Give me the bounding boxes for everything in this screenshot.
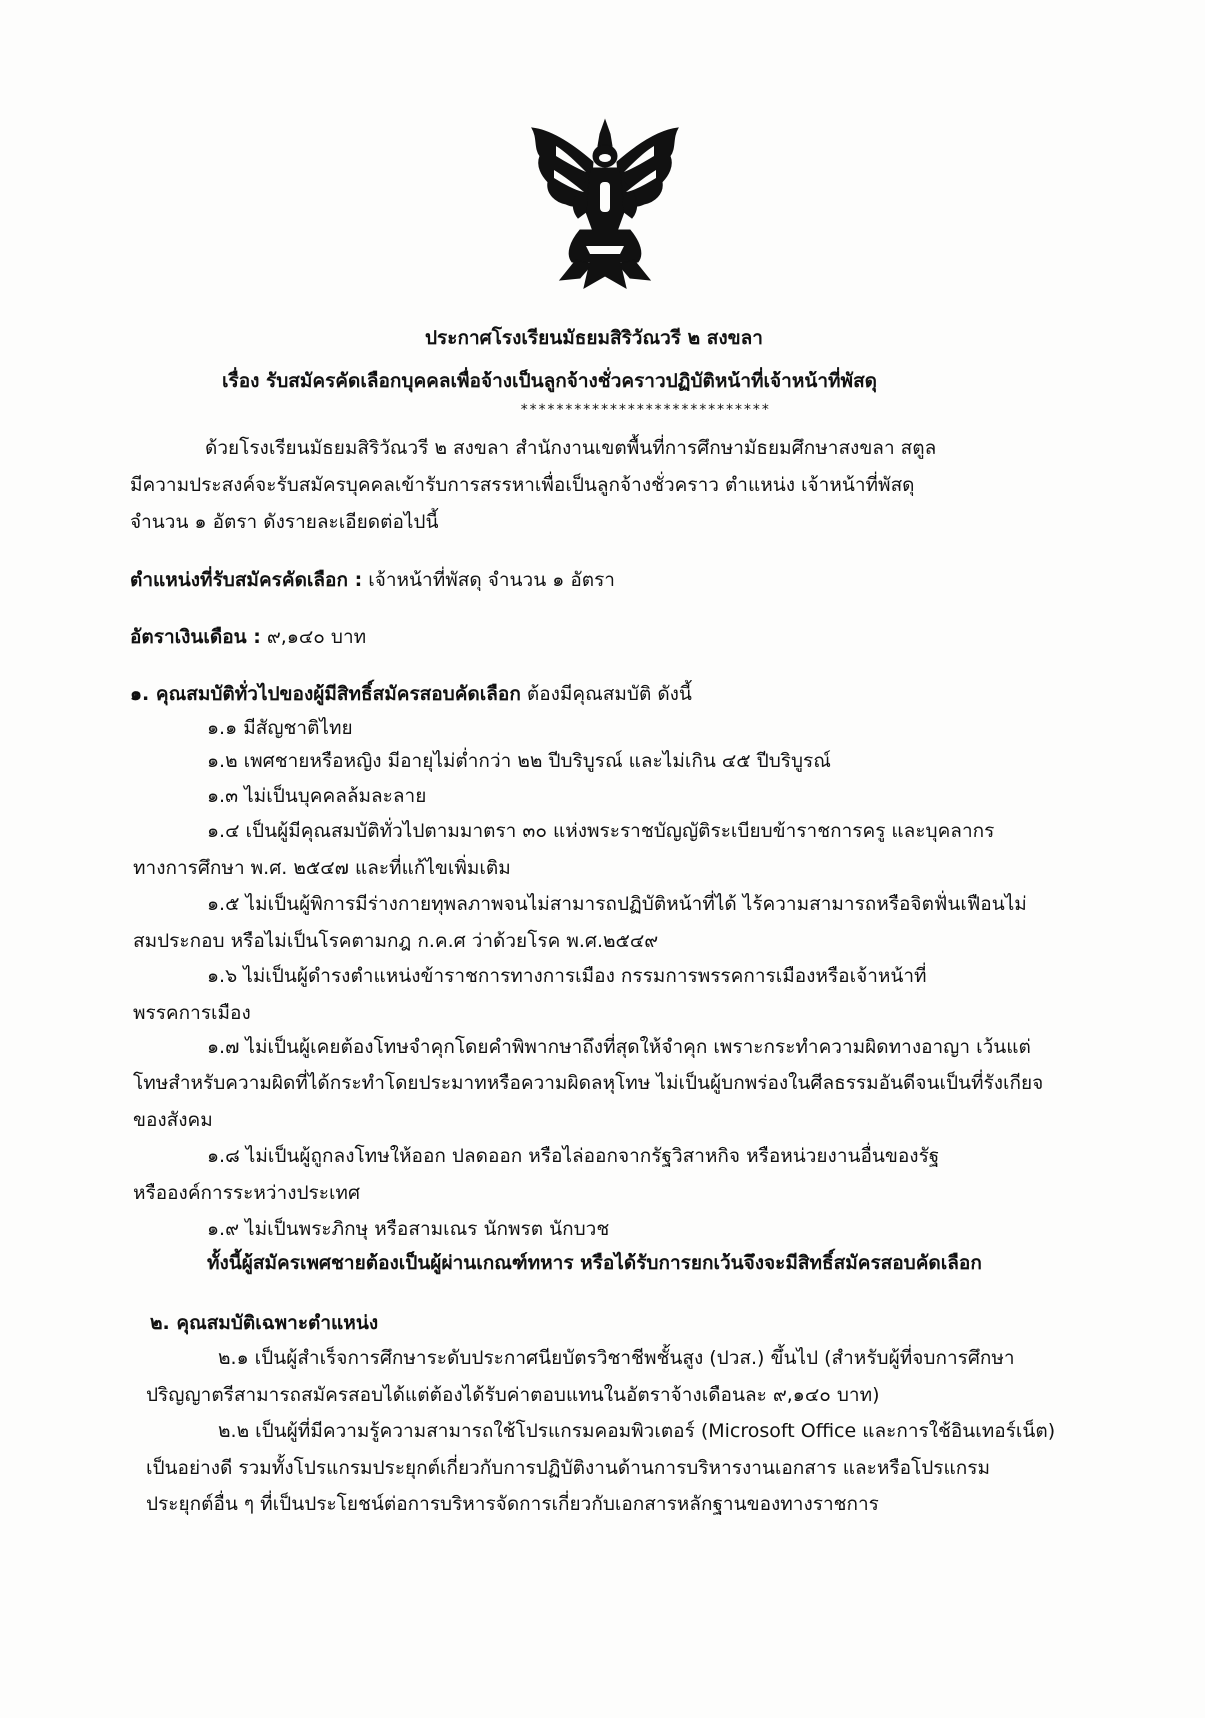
- section1-line: สมประกอบ หรือไม่เป็นโรคตามกฎ ก.ค.ศ ว่าด้วยโรค พ.ศ.๒๕๔๙: [133, 930, 659, 952]
- section1-line: ๑.๒ เพศชายหรือหญิง มีอายุไม่ต่ำกว่า ๒๒ ปีบริบูรณ์ และไม่เกิน ๔๕ ปีบริบูรณ์: [207, 750, 831, 772]
- intro-line: จำนวน ๑ อัตรา ดังรายละเอียดต่อไปนี้: [130, 511, 439, 533]
- section2-heading: ๒. คุณสมบัติเฉพาะตำแหน่ง: [150, 1312, 379, 1334]
- section1-note: ทั้งนี้ผู้สมัครเพศชายต้องเป็นผู้ผ่านเกณฑ์ทหาร หรือได้รับการยกเว้นจึงจะมีสิทธิ์สมัครสอบคัดเลือก: [207, 1252, 982, 1274]
- section1-line: ๑.๑ มีสัญชาติไทย: [207, 717, 353, 739]
- intro-line: ด้วยโรงเรียนมัธยมสิริวัณวรี ๒ สงขลา สำนักงานเขตพื้นที่การศึกษามัธยมศึกษาสงขลา สตูล: [205, 437, 937, 459]
- separator: ****************************: [520, 402, 771, 418]
- section2-line: ๒.๑ เป็นผู้สำเร็จการศึกษาระดับประกาศนียบัตรวิชาชีพชั้นสูง (ปวส.) ขึ้นไป (สำหรับผู้ที่จบการศึกษา: [218, 1347, 1015, 1369]
- salary-row: [130, 624, 366, 650]
- position-row: [130, 567, 615, 593]
- section1-line: ของสังคม: [133, 1109, 213, 1131]
- section1-line: ทางการศึกษา พ.ศ. ๒๕๔๗ และที่แก้ไขเพิ่มเติม: [133, 857, 511, 879]
- section2-line: ๒.๒ เป็นผู้ที่มีความรู้ความสามารถใช้โปรแกรมคอมพิวเตอร์ (Microsoft Office และการใช้อินเทอร์เน็ต): [218, 1420, 1056, 1442]
- announcement-subject: เรื่อง รับสมัครคัดเลือกบุคคลเพื่อจ้างเป็นลูกจ้างชั่วคราวปฏิบัติหน้าที่เจ้าหน้าที่พัสดุ: [222, 370, 878, 392]
- position-label: ตำแหน่งที่รับสมัครคัดเลือก :: [130, 569, 363, 591]
- section1-heading: ๑. คุณสมบัติทั่วไปของผู้มีสิทธิ์สมัครสอบคัดเลือก: [130, 683, 521, 705]
- section2-line: ประยุกต์อื่น ๆ ที่เป็นประโยชน์ต่อการบริหารจัดการเกี่ยวกับเอกสารหลักฐานของทางราชการ: [146, 1493, 879, 1515]
- section1-line: หรือองค์การระหว่างประเทศ: [133, 1182, 361, 1204]
- section1-line: ๑.๘ ไม่เป็นผู้ถูกลงโทษให้ออก ปลดออก หรือไล่ออกจากรัฐวิสาหกิจ หรือหน่วยงานอื่นของรัฐ: [207, 1145, 940, 1167]
- section2-line: ปริญญาตรีสามารถสมัครสอบได้แต่ต้องได้รับค่าตอบแทนในอัตราจ้างเดือนละ ๙,๑๔๐ บาท): [146, 1384, 880, 1406]
- section1-line: ๑.๔ เป็นผู้มีคุณสมบัติทั่วไปตามมาตรา ๓๐ แห่งพระราชบัญญัติระเบียบข้าราชการครู และบุคลากร: [207, 820, 995, 842]
- section1-line: ๑.๖ ไม่เป็นผู้ดำรงตำแหน่งข้าราชการทางการเมือง กรรมการพรรคการเมืองหรือเจ้าหน้าที่: [207, 965, 927, 987]
- section1-line: พรรคการเมือง: [133, 1002, 251, 1024]
- garuda-emblem-icon: [520, 112, 690, 292]
- section1-line: โทษสำหรับความผิดที่ได้กระทำโดยประมาทหรือความผิดลหุโทษ ไม่เป็นผู้บกพร่องในศีลธรรมอันดีจนเป็นที่รังเกียจ: [133, 1072, 1044, 1094]
- intro-line: มีความประสงค์จะรับสมัครบุคคลเข้ารับการสรรหาเพื่อเป็นลูกจ้างชั่วคราว ตำแหน่ง เจ้าหน้าที่พัสดุ: [130, 474, 915, 496]
- section1-heading-row: [130, 681, 692, 707]
- section1-line: ๑.๗ ไม่เป็นผู้เคยต้องโทษจำคุกโดยคำพิพากษาถึงที่สุดให้จำคุก เพราะกระทำความผิดทางอาญา เว้นแต่: [207, 1036, 1031, 1058]
- section2-line: เป็นอย่างดี รวมทั้งโปรแกรมประยุกต์เกี่ยวกับการปฏิบัติงานด้านการบริหารงานเอกสาร และหรือโปรแกรม: [146, 1457, 990, 1479]
- section1-heading-tail: ต้องมีคุณสมบัติ ดังนี้: [520, 683, 692, 705]
- section1-line: ๑.๙ ไม่เป็นพระภิกษุ หรือสามเณร นักพรต นักบวช: [207, 1218, 610, 1240]
- salary-label: อัตราเงินเดือน :: [130, 626, 261, 648]
- position-value: เจ้าหน้าที่พัสดุ จำนวน ๑ อัตรา: [362, 569, 615, 591]
- section1-line: ๑.๕ ไม่เป็นผู้พิการมีร่างกายทุพลภาพจนไม่สามารถปฏิบัติหน้าที่ได้ ไร้ความสามารถหรือจิตฟั่นเฟือนไม่: [207, 893, 1027, 915]
- announcement-title: ประกาศโรงเรียนมัธยมสิริวัณวรี ๒ สงขลา: [425, 327, 763, 349]
- section1-line: ๑.๓ ไม่เป็นบุคคลล้มละลาย: [207, 785, 427, 807]
- salary-value: ๙,๑๔๐ บาท: [260, 626, 367, 648]
